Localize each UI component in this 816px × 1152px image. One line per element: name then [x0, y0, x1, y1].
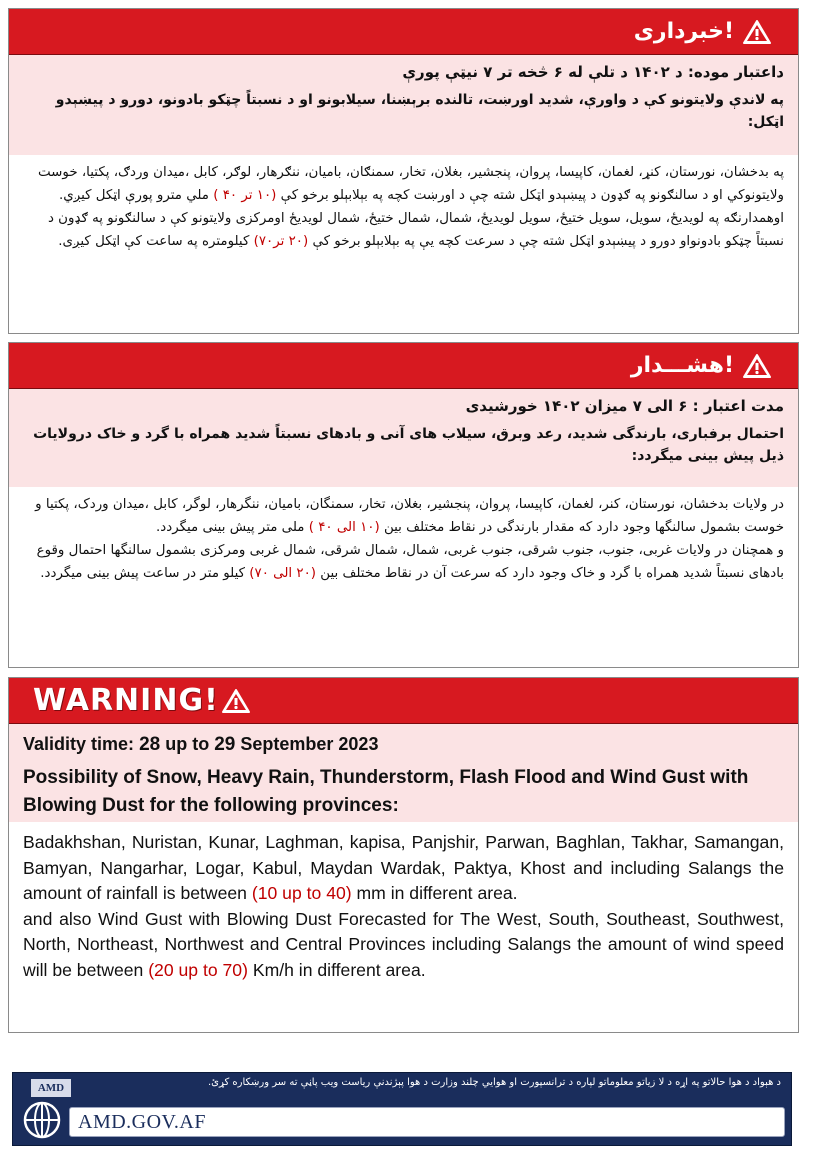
validity-label: Validity time:	[23, 734, 135, 754]
validity-start-day: 28	[139, 734, 161, 755]
pashto-header	[9, 9, 798, 55]
amd-logo: AMD	[31, 1079, 71, 1097]
website-link[interactable]	[69, 1107, 785, 1137]
pashto-rainfall-paragraph	[23, 161, 784, 207]
dari-rain-text: در ولایات بدخشان، نورستان، کنر، لغمان، کاپیسا، پروان، پنجشیر، بغلان، تخار، سمنگان، بامیان، ننگرهار، لوگر، کابل ،میدان وردک، پکتیا و خوست بشمول سالنگها وجود دارد که مقدار بارندگی در نقاط مختلف بین	[35, 497, 784, 535]
english-rain-unit: mm in different area.	[356, 883, 518, 903]
english-validity	[23, 734, 784, 756]
english-rainfall-paragraph	[23, 830, 784, 907]
english-wind-unit: Km/h in different area.	[252, 959, 426, 980]
dari-validity: مدت اعتبار : ۶ الی ۷ میزان ۱۴۰۲ خورشیدی	[465, 397, 784, 415]
dari-wind-paragraph	[23, 539, 784, 585]
pashto-title: خبرداری!	[633, 19, 734, 44]
dari-title: هشـــدار!	[630, 353, 734, 378]
pashto-wind-unit: کيلومتره په ساعت کې اټکل کيږی.	[58, 234, 250, 249]
english-summary	[9, 724, 798, 822]
english-body	[9, 822, 798, 993]
warning-triangle-icon	[742, 19, 772, 45]
validity-end-day: 29	[214, 734, 236, 755]
english-rain-text: Badakhshan, Nuristan, Kunar, Laghman, kapisa, Panjshir, Parwan, Baghlan, Takhar, Samangan, Bamyan, Nangarhar, Logar, Kabul, Maydan Wardak, Paktya, Khost and including Salangs the amount of rainfall is between	[23, 832, 784, 903]
pashto-warning-panel	[8, 8, 799, 334]
dari-wind-text: و همچنان در ولایات غربی، جنوب، جنوب شرقی، جنوب غربی، شمال، شمال شرقی، شمال غربی ومرکزی بشمول سالنگها احتمال وقوع بادهای نسبتاً شدید همراه با گرد و خاک وجود دارد که سرعت آن در نقاط مختلف بین	[36, 543, 784, 581]
dari-rain-unit: ملی متر پیش بینی میگردد.	[156, 520, 305, 535]
pashto-wind-speed: (۲۰ تر۷۰)	[253, 234, 309, 249]
english-wind-text: and also Wind Gust with Blowing Dust Forecasted for The West, South, Southeast, Southwest, North, Northeast, Northwest and Central Provinces including Salangs the amount of wind speed will be between	[23, 908, 784, 980]
dari-rain-amount: (۱۰ الی ۴۰ )	[308, 520, 380, 535]
dari-summary	[9, 389, 798, 487]
pashto-summary	[9, 55, 798, 155]
pashto-body	[9, 155, 798, 263]
dari-rainfall-paragraph	[23, 493, 784, 539]
footer-banner	[12, 1072, 792, 1146]
english-title: WARNING!	[33, 683, 219, 718]
validity-connector: up to	[165, 734, 210, 754]
dari-headline: احتمال برفباری، بارندگی شدید، رعد وبرق، سیلاب های آنی و بادهای نسبتاً شدید همراه با گرد و خاک درولایات ذیل پیش بینی میگردد:	[33, 426, 784, 464]
globe-icon	[23, 1101, 61, 1139]
pashto-wind-paragraph	[23, 207, 784, 253]
dari-wind-unit: کیلو متر در ساعت پیش بینی میگردد.	[40, 566, 246, 581]
pashto-rain-amount: (۱۰ تر ۴۰ )	[213, 188, 277, 203]
english-header	[9, 678, 798, 724]
dari-warning-panel	[8, 342, 799, 668]
english-wind-speed: (20 up to 70)	[148, 959, 248, 980]
pashto-validity: داعتبار موده: د ۱۴۰۲ د تلې له ۶ څخه تر ۷ نيټې پورې	[402, 63, 784, 81]
dari-body	[9, 487, 798, 595]
english-warning-panel	[8, 677, 799, 1033]
validity-month-year: September 2023	[240, 734, 379, 754]
dari-header	[9, 343, 798, 389]
warning-triangle-icon	[221, 688, 251, 714]
dari-wind-speed: (۲۰ الی ۷۰)	[249, 566, 317, 581]
english-rain-amount: (10 up to 40)	[251, 883, 352, 903]
english-wind-paragraph	[23, 907, 784, 984]
pashto-rain-unit: ملي مترو پورې اټکل کيږي.	[58, 188, 209, 203]
english-headline: Possibility of Snow, Heavy Rain, Thunderstorm, Flash Flood and Wind Gust with Blowing Dust for the following provinces:	[23, 767, 749, 816]
pashto-rain-text: په بدخشان، نورستان، کنړ، لغمان، کاپيسا، پروان، پنجشير، بغلان، تخار، سمنګان، باميان، ننګرهار، لوګر، کابل ،ميدان وردګ، پکتيا، خوست ولايتونوکي او د سالنګونو په ګډون د پيښېدو اټکل شته چې د اورښت کچه په بېلابېلو برخو کې	[38, 165, 784, 203]
warning-triangle-icon	[742, 353, 772, 379]
pashto-wind-text: اوهمدارنګه په لويديځ، سويل، سويل ختيځ، سويل لويديځ، شمال، شمال ختيځ، شمال لويديځ اومرکزی ولايتونو کې د سالنګونو په ګډون د نسبتاً چټکو بادونواو دورو د پيښېدو اټکل شته چې د سرعت کچه يې په بېلابېلو برخو کې	[47, 211, 784, 249]
footer-note: د هېواد د هوا حالاتو په اړه د لا زياتو معلوماتو لپاره د ترانسپورت او هوايي چلند وزارت د هوا پېژندنې رياست ويب پاڼې ته سر ورښکاره کړئ.	[207, 1077, 781, 1088]
website-url[interactable]: AMD.GOV.AF	[78, 1111, 206, 1133]
pashto-headline: په لاندې ولايتونو کې د واورې، شديد اورښت، تالنده برېښنا، سيلابونو او د نسبتاً چټکو بادونو، دورو د پيښېدو اټکل:	[55, 92, 784, 130]
